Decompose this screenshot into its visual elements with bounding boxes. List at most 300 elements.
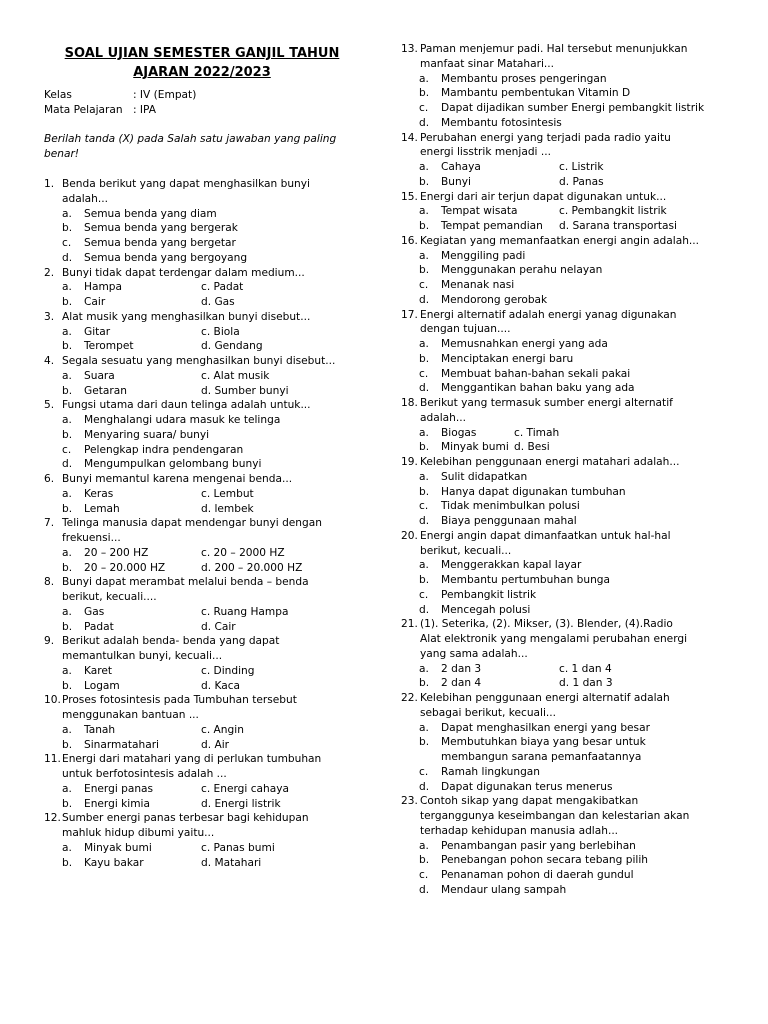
- option: [419, 440, 514, 455]
- option: [62, 369, 201, 384]
- question-text: Kegiatan yang memanfaatkan energi angin adalah...: [420, 234, 700, 247]
- question-text: Kelebihan penggunaan energi matahari adalah...: [420, 456, 680, 468]
- option-text: c. Timah: [514, 426, 560, 439]
- question-line: [44, 708, 360, 723]
- option: [62, 738, 201, 753]
- option-text: Biogas: [441, 426, 477, 439]
- question-line: [44, 649, 360, 664]
- question-number: [44, 649, 62, 664]
- option-text: Keras: [84, 487, 114, 500]
- option-text: Semua benda yang bergerak: [84, 222, 238, 235]
- option-letter: a.: [62, 487, 72, 500]
- options: [44, 605, 360, 635]
- option-letter: b.: [62, 384, 73, 397]
- option: [62, 797, 201, 812]
- option-letter: d.: [62, 458, 73, 471]
- question-line: [401, 131, 713, 146]
- option-text: Mencegah polusi: [441, 603, 531, 616]
- option-letter: d.: [419, 382, 430, 395]
- option-row: [62, 339, 360, 354]
- options: [44, 546, 360, 576]
- option-text: Bunyi: [441, 175, 471, 188]
- option-text: c. Angin: [201, 723, 244, 736]
- option-text: Membuat bahan-bahan sekali pakai: [441, 367, 631, 380]
- option-text: Terompet: [84, 340, 134, 353]
- question-number: [44, 708, 62, 723]
- option-text: Menciptakan energi baru: [441, 352, 574, 365]
- option-letter: a.: [419, 662, 429, 675]
- option: [201, 339, 263, 354]
- option: [201, 664, 254, 679]
- option-text: Kayu bakar: [84, 856, 144, 869]
- option-row: [62, 605, 360, 620]
- options: [44, 325, 360, 355]
- question-line: [44, 752, 360, 767]
- question-number: 14.: [401, 131, 418, 144]
- option-text: Membantu fotosintesis: [441, 116, 562, 129]
- question-line: [44, 354, 360, 369]
- option-letter: c.: [419, 500, 429, 513]
- question-line: [44, 634, 360, 649]
- question-number: 6.: [44, 473, 55, 485]
- option-text: Memusnahkan energi yang ada: [441, 338, 608, 350]
- question-item: [401, 42, 713, 131]
- option: [419, 219, 559, 234]
- option-text: d. 200 – 20.000 HZ: [201, 561, 303, 574]
- option: [419, 868, 713, 883]
- options: [44, 841, 360, 871]
- option-text: Mendaur ulang sampah: [441, 883, 567, 896]
- option: [419, 588, 713, 603]
- option-text: c. 1 dan 4: [559, 662, 612, 675]
- question-text: Bunyi memantul karena mengenai benda...: [62, 473, 293, 485]
- question-item: [44, 575, 360, 634]
- question-line: [44, 826, 360, 841]
- option-text: Membantu proses pengeringan: [441, 72, 607, 85]
- option-text: Hanya dapat digunakan tumbuhan: [441, 485, 626, 498]
- question-number: 17.: [401, 308, 418, 321]
- option: [62, 723, 201, 738]
- option-letter: a.: [419, 249, 429, 262]
- option-letter: b.: [62, 738, 73, 751]
- question-line: [401, 145, 713, 160]
- option-row: [62, 384, 360, 399]
- question-text: Benda berikut yang dapat menghasilkan bunyi: [62, 178, 310, 190]
- question-number: 23.: [401, 795, 418, 808]
- question-number: [401, 57, 420, 72]
- question-line: [401, 57, 713, 72]
- option-letter: b.: [419, 574, 430, 586]
- option: [559, 175, 604, 190]
- option-row: [62, 797, 360, 812]
- option: [62, 236, 360, 251]
- question-item: [44, 472, 360, 516]
- option-text: d. Sarana transportasi: [559, 220, 678, 232]
- option-text: c. Biola: [201, 325, 240, 338]
- option-letter: a.: [419, 559, 429, 572]
- option-letter: c.: [419, 367, 429, 380]
- option-text: Penebangan pohon secara tebang pilih: [441, 854, 649, 867]
- question-text: terhadap kehidupan manusia adlah...: [420, 824, 619, 837]
- option-text: d. Panas: [559, 175, 604, 188]
- option-letter: b.: [419, 854, 430, 867]
- option-text: c. Ruang Hampa: [201, 605, 289, 618]
- option: [559, 676, 613, 691]
- option-text: c. Dinding: [201, 664, 255, 677]
- option-letter: d.: [419, 515, 430, 527]
- instruction-text: Berilah tanda (X) pada Salah satu jawaban yang paling benar!: [44, 133, 337, 160]
- option-letter: c.: [419, 102, 429, 114]
- option: [419, 263, 713, 278]
- option: [62, 856, 201, 871]
- option: [62, 502, 201, 517]
- question-text: Paman menjemur padi. Hal tersebut menunjukkan: [420, 43, 688, 55]
- question-number: 11.: [44, 753, 61, 766]
- option-text: d. Sumber bunyi: [201, 384, 289, 397]
- option-text: Menyaring suara/ bunyi: [84, 428, 210, 441]
- meta-label: Kelas: [44, 89, 72, 101]
- option-row: [62, 280, 360, 295]
- question-number: 5.: [44, 399, 55, 412]
- option-text: Logam: [84, 679, 120, 692]
- option: [62, 605, 201, 620]
- option: [62, 221, 360, 236]
- question-number: 20.: [401, 529, 418, 542]
- option-text: c. Energi cahaya: [201, 782, 289, 795]
- question-item: [401, 234, 713, 308]
- question-line: [401, 706, 713, 721]
- exam-meta: [44, 88, 196, 117]
- question-item: [401, 308, 713, 397]
- option-text: 2 dan 3: [441, 662, 482, 675]
- question-line: [44, 310, 360, 325]
- question-line: [44, 192, 360, 207]
- option: [62, 664, 201, 679]
- option-text: d. Kaca: [201, 679, 241, 692]
- option-letter: b.: [62, 620, 73, 633]
- question-line: [401, 396, 713, 411]
- option-text: Tidak menimbulkan polusi: [441, 500, 580, 513]
- question-line: [44, 575, 360, 590]
- question-line: [401, 308, 713, 323]
- question-item: [401, 529, 713, 618]
- option-text: Penanaman pohon di daerah gundul: [441, 869, 634, 881]
- question-number: 3.: [44, 310, 55, 323]
- options: [44, 413, 360, 472]
- question-text: adalah...: [420, 411, 466, 424]
- question-line: [44, 693, 360, 708]
- option-text: Biaya penggunaan mahal: [441, 515, 577, 527]
- question-number: [401, 632, 420, 647]
- question-line: [44, 177, 360, 192]
- option-text: Dapat dijadikan sumber Energi pembangkit listrik: [441, 102, 705, 114]
- question-text: untuk berfotosintesis adalah ...: [62, 768, 227, 780]
- option: [201, 782, 289, 797]
- meta-row-class: [44, 88, 196, 103]
- question-text: memantulkan bunyi, kecuali...: [62, 650, 223, 662]
- option-text: Dapat menghasilkan energi yang besar: [441, 721, 650, 734]
- question-line: [44, 531, 360, 546]
- meta-label: Mata Pelajaran: [44, 103, 123, 116]
- option-letter: a.: [419, 426, 429, 439]
- option: [62, 251, 360, 266]
- option-row: [419, 219, 713, 234]
- option: [559, 662, 612, 677]
- question-item: [401, 455, 713, 529]
- option-letter: a.: [62, 605, 72, 618]
- question-number: 18.: [401, 397, 418, 409]
- option-row: [62, 561, 360, 576]
- option-letter: b.: [62, 679, 73, 692]
- question-line: [401, 617, 713, 632]
- option: [62, 384, 201, 399]
- option: [419, 101, 713, 116]
- question-number: 19.: [401, 456, 418, 468]
- question-line: [401, 234, 713, 249]
- option-text: Gas: [84, 605, 105, 618]
- option: [201, 546, 285, 561]
- option: [419, 765, 713, 780]
- option: [419, 514, 713, 529]
- question-text: Telinga manusia dapat mendengar bunyi dengan: [62, 517, 322, 530]
- option-letter: a.: [62, 664, 72, 677]
- question-number: [401, 544, 420, 559]
- option-letter: a.: [419, 338, 429, 350]
- question-number: 22.: [401, 692, 418, 704]
- option: [419, 426, 514, 441]
- options: [401, 721, 713, 795]
- option: [419, 204, 559, 219]
- option: [62, 280, 201, 295]
- question-line: [44, 472, 360, 487]
- option-text: c. Lembut: [201, 487, 254, 500]
- option: [514, 440, 550, 455]
- question-line: [401, 809, 713, 824]
- option-letter: c.: [419, 765, 429, 778]
- option-letter: a.: [419, 205, 429, 218]
- option-text: Penambangan pasir yang berlebihan: [441, 839, 636, 852]
- question-item: [401, 794, 713, 897]
- question-item: [44, 752, 360, 811]
- option-letter: c.: [62, 443, 72, 456]
- question-text: Energi dari air terjun dapat digunakan untuk...: [420, 190, 667, 203]
- option-row: [62, 723, 360, 738]
- option-text: Mambantu pembentukan Vitamin D: [441, 87, 631, 100]
- questions-left-column: [44, 177, 360, 870]
- option: [62, 782, 201, 797]
- option-text: d. Besi: [514, 441, 550, 454]
- option: [62, 546, 201, 561]
- option-text: Gitar: [84, 325, 111, 338]
- question-text: Bunyi dapat merambat melalui benda – benda: [62, 576, 309, 589]
- question-number: [401, 706, 420, 721]
- question-number: 9.: [44, 635, 55, 648]
- option-letter: a.: [419, 470, 429, 483]
- option-letter: a.: [419, 721, 429, 734]
- option: [201, 561, 302, 576]
- option-letter: d.: [419, 883, 430, 896]
- option-row: [62, 487, 360, 502]
- option-text: c. Listrik: [559, 161, 604, 173]
- option-row: [419, 440, 713, 455]
- question-text: manfaat sinar Matahari...: [420, 57, 555, 70]
- question-line: [401, 691, 713, 706]
- question-text: Segala sesuatu yang menghasilkan bunyi disebut...: [62, 355, 336, 367]
- question-number: 10.: [44, 694, 61, 707]
- question-number: [401, 809, 420, 824]
- page-title: SOAL UJIAN SEMESTER GANJIL TAHUN AJARAN 2022/2023: [64, 46, 340, 80]
- option: [201, 856, 261, 871]
- option-row: [62, 841, 360, 856]
- question-number: [401, 411, 420, 426]
- question-item: [44, 634, 360, 693]
- option-text: Membantu pertumbuhan bunga: [441, 574, 611, 586]
- option-text: d. Matahari: [201, 856, 262, 869]
- question-text: Berikut yang termasuk sumber energi alternatif: [420, 397, 673, 409]
- option: [419, 86, 713, 101]
- option: [419, 603, 713, 618]
- option-letter: b.: [419, 264, 430, 277]
- option-letter: b.: [419, 352, 430, 365]
- option-row: [419, 175, 713, 190]
- option-letter: a.: [62, 841, 72, 854]
- question-text: Energi angin dapat dimanfaatkan untuk hal-hal: [420, 529, 671, 542]
- option: [62, 561, 201, 576]
- question-number: [401, 145, 420, 160]
- option-letter: d.: [62, 251, 73, 264]
- option: [201, 841, 275, 856]
- option: [201, 738, 229, 753]
- question-text: sebagai berikut, kecuali...: [420, 706, 557, 719]
- question-line: [401, 190, 713, 205]
- option: [419, 160, 559, 175]
- option-text: Hampa: [84, 281, 122, 294]
- option-text: Menanak nasi: [441, 279, 515, 291]
- question-number: 13.: [401, 43, 418, 55]
- options: [401, 470, 713, 529]
- option-text: d. Cair: [201, 620, 236, 633]
- question-text: Berikut adalah benda- benda yang dapat: [62, 635, 280, 648]
- option: [201, 679, 240, 694]
- option-letter: d.: [419, 116, 430, 129]
- option-letter: b.: [419, 677, 430, 690]
- option: [419, 337, 713, 352]
- option-letter: b.: [62, 222, 73, 235]
- option-letter: a.: [419, 72, 429, 85]
- options: [44, 369, 360, 399]
- option-text: Lemah: [84, 502, 120, 515]
- question-item: [44, 516, 360, 575]
- option-text: 20 – 200 HZ: [84, 546, 149, 559]
- option: [419, 381, 713, 396]
- option: [62, 457, 360, 472]
- option: [201, 295, 235, 310]
- option: [201, 280, 243, 295]
- option-text: Semua benda yang diam: [84, 207, 217, 220]
- option: [62, 207, 360, 222]
- option-letter: b.: [419, 485, 430, 498]
- question-number: 12.: [44, 812, 61, 825]
- question-text: Alat musik yang menghasilkan bunyi disebut...: [62, 310, 311, 323]
- option-row: [419, 676, 713, 691]
- option: [514, 426, 559, 441]
- question-text: berikut, kecuali....: [62, 591, 157, 603]
- question-text: Kelebihan penggunaan energi alternatif adalah: [420, 692, 670, 704]
- option-text: Dapat digunakan terus menerus: [441, 780, 613, 793]
- options: [401, 558, 713, 617]
- question-text: energi lisstrik menjadi ...: [420, 146, 551, 159]
- option-text: Semua benda yang bergetar: [84, 237, 236, 249]
- option: [419, 352, 713, 367]
- options: [401, 204, 713, 234]
- option-text: Energi panas: [84, 782, 154, 795]
- option-text: Menggiling padi: [441, 249, 526, 262]
- question-number: [44, 590, 62, 605]
- question-item: [44, 177, 360, 266]
- question-number: 1.: [44, 178, 55, 190]
- option: [201, 325, 240, 340]
- question-text: Perubahan energi yang terjadi pada radio yaitu: [420, 131, 671, 144]
- question-item: [44, 266, 360, 310]
- option: [62, 841, 201, 856]
- option-letter: b.: [62, 502, 73, 515]
- question-item: [401, 691, 713, 794]
- option: [201, 620, 236, 635]
- option-text: Menggunakan perahu nelayan: [441, 264, 603, 277]
- option-text: c. Padat: [201, 281, 244, 294]
- question-line: [401, 529, 713, 544]
- option-letter: d.: [419, 603, 430, 616]
- option: [559, 219, 677, 234]
- meta-row-subject: [44, 103, 196, 118]
- option: [419, 721, 713, 736]
- option-text: Menggerakkan kapal layar: [441, 559, 582, 572]
- option-text: Ramah lingkungan: [441, 765, 541, 778]
- option-text: Suara: [84, 369, 115, 382]
- option: [62, 443, 360, 458]
- option-text: Cair: [84, 296, 106, 308]
- option-letter: b.: [419, 175, 430, 188]
- options: [44, 280, 360, 310]
- question-line: [44, 398, 360, 413]
- question-line: [401, 794, 713, 809]
- option: [419, 573, 713, 588]
- option-text: d. lembek: [201, 502, 254, 515]
- option: [419, 116, 713, 131]
- option-letter: b.: [419, 87, 430, 100]
- question-line: [401, 632, 713, 647]
- option-letter: a.: [62, 281, 72, 294]
- option: [201, 605, 288, 620]
- question-text: Bunyi tidak dapat terdengar dalam medium...: [62, 266, 305, 279]
- options: [401, 72, 713, 131]
- option-letter: a.: [62, 325, 72, 338]
- option-letter: a.: [62, 207, 72, 220]
- option: [559, 160, 604, 175]
- option-letter: d.: [419, 293, 430, 306]
- options: [401, 839, 713, 898]
- option: [62, 295, 201, 310]
- options: [44, 487, 360, 517]
- options: [401, 160, 713, 190]
- question-text: Alat elektronik yang mengalami perubahan energi: [420, 633, 688, 645]
- option: [419, 676, 559, 691]
- option-row: [62, 620, 360, 635]
- question-text: Contoh sikap yang dapat mengakibatkan: [420, 795, 639, 808]
- option: [559, 204, 667, 219]
- option-text: Mendorong gerobak: [441, 293, 548, 306]
- option: [419, 853, 713, 868]
